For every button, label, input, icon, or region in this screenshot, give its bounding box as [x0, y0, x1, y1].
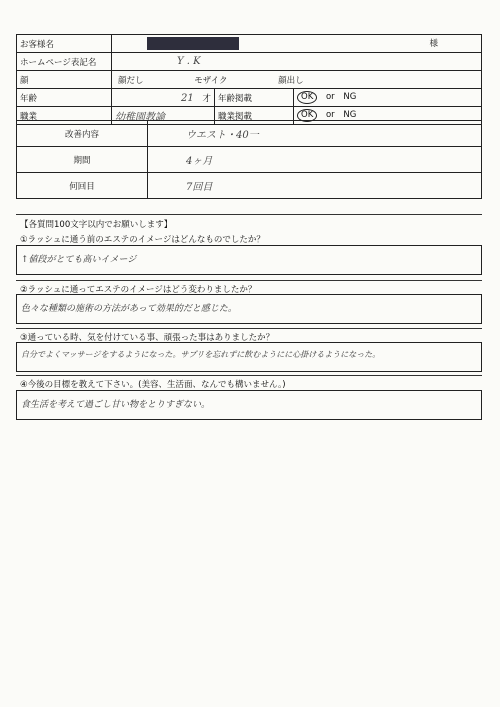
question-3: ③通っている時、気を付けている事、頑張った事はありましたか？	[20, 333, 275, 343]
improvement-value: ウエスト・40一	[186, 130, 259, 141]
age-row	[17, 89, 482, 107]
job-publish-label: 職業掲載	[215, 107, 294, 125]
visit-cell	[148, 173, 482, 199]
visit-value: 7回目	[186, 182, 213, 193]
period-value: 4ヶ月	[186, 156, 213, 167]
answer-4-box	[16, 390, 482, 420]
homepage-name-label: ホームページ表記名	[17, 53, 112, 71]
improvement-cell	[148, 121, 482, 147]
face-row	[17, 71, 482, 89]
face-label: 顔	[17, 71, 112, 89]
job-or: or	[325, 110, 335, 120]
job-label: 職業	[17, 107, 112, 125]
age-value: 21	[181, 92, 194, 104]
answer-1: ↑値段がとても高いイメージ	[21, 255, 137, 265]
job-value: 幼稚園教諭	[115, 112, 165, 123]
face-option-show: 顔だし	[118, 75, 144, 86]
face-options-cell	[112, 71, 482, 89]
customer-name-cell	[112, 35, 482, 53]
period-label: 期間	[17, 147, 148, 173]
face-option-mosaic: モザイク	[194, 75, 228, 86]
visit-label: 何回目	[17, 173, 148, 199]
question-2: ②ラッシュに通ってエステのイメージはどう変わりましたか？	[20, 285, 257, 295]
improvement-row	[17, 121, 482, 147]
honorific-label: 様	[429, 39, 438, 49]
answer-1-box	[16, 245, 482, 275]
answer-2-box	[16, 294, 482, 324]
age-publish-choice	[294, 89, 482, 107]
period-row	[17, 147, 482, 173]
customer-name-row	[17, 35, 482, 53]
visit-row	[17, 173, 482, 199]
answer-3-box	[16, 342, 482, 372]
job-ng: NG	[343, 110, 357, 120]
age-publish-label: 年齢掲載	[215, 89, 294, 107]
answer-3: 自分でよくマッサージをするようになった。サプリを忘れずに飲むようにに心掛けるようになった。	[21, 350, 381, 359]
redacted-name	[147, 37, 239, 50]
improvement-label: 改善内容	[17, 121, 148, 147]
age-ok-circled: OK	[297, 91, 317, 104]
homepage-name-cell	[112, 53, 482, 71]
job-ok-circled: OK	[297, 109, 317, 122]
face-option-show-2: 顔出し	[278, 75, 304, 86]
answer-1-bottom-line	[16, 280, 482, 281]
age-or: or	[325, 92, 335, 102]
age-unit: 才	[202, 93, 211, 104]
homepage-name-row	[17, 53, 482, 71]
questions-heading: 【各質問100文字以内でお願いします】	[20, 220, 173, 230]
answer-4: 食生活を考えて過ごし甘い物をとりすぎない。	[21, 400, 211, 410]
section-divider	[16, 214, 482, 215]
answer-3-bottom-line	[16, 375, 482, 376]
answer-2-bottom-line	[16, 328, 482, 329]
question-1: ①ラッシュに通う前のエステのイメージはどんなものでしたか？	[20, 235, 265, 245]
age-cell	[112, 89, 215, 107]
treatment-details-table	[16, 120, 482, 199]
customer-name-label: お客様名	[17, 35, 112, 53]
period-cell	[148, 147, 482, 173]
question-4: ④今後の目標を教えて下さい。(美容、生活面、なんでも構いません。)	[20, 380, 286, 390]
age-label: 年齢	[17, 89, 112, 107]
age-ng: NG	[343, 92, 357, 102]
customer-info-table	[16, 34, 482, 125]
answer-2: 色々な種類の施術の方法があって効果的だと感じた。	[21, 304, 237, 314]
homepage-name-value: Y . K	[177, 56, 201, 67]
